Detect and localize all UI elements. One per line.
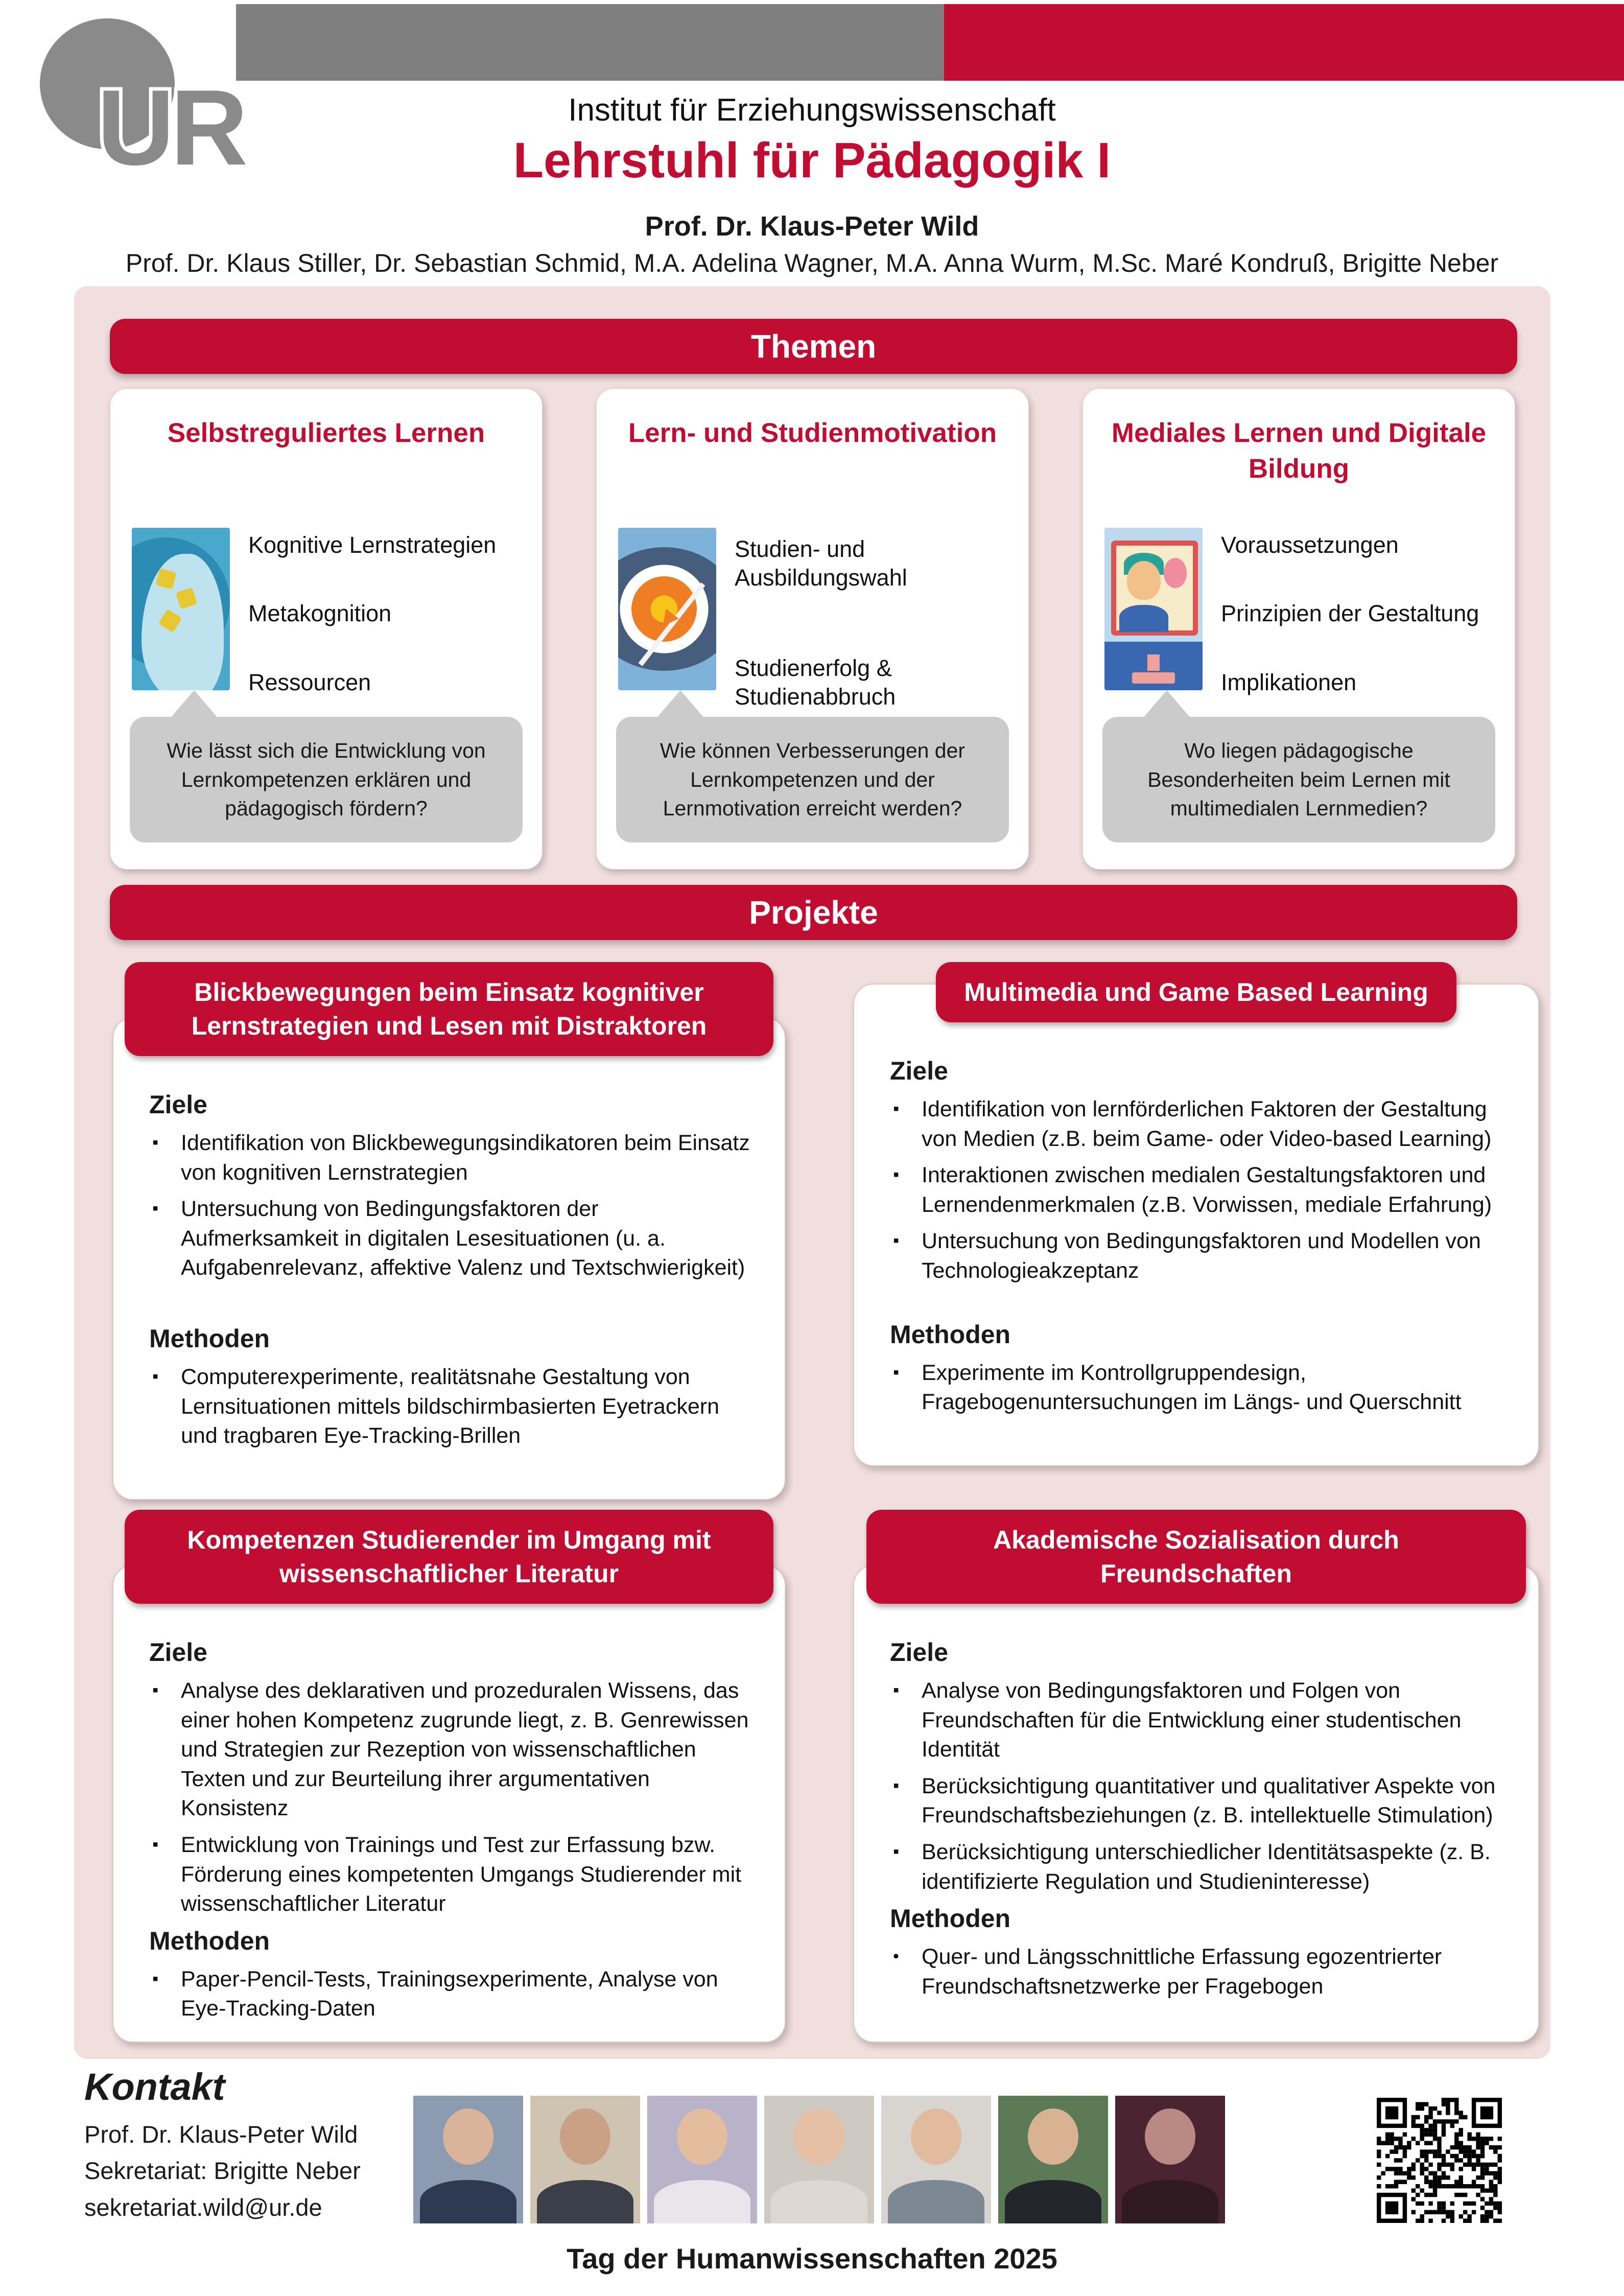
topic-question-bubble bbox=[1102, 717, 1495, 842]
ur-logo-letters: UR bbox=[97, 67, 244, 181]
methoden-heading: Methoden bbox=[890, 1904, 1011, 1933]
professor-name: Prof. Dr. Klaus-Peter Wild bbox=[645, 211, 979, 242]
institute-title: Institut für Erziehungswissenschaft bbox=[568, 92, 1056, 128]
project-title-ribbon: Blickbewegungen beim Einsatz kognitiver Lernstrategien und Lesen mit Distraktoren bbox=[125, 962, 773, 1056]
ziele-list bbox=[890, 1676, 1510, 1904]
list-item: ▪ Interaktionen zwischen medialen Gestaltungsfaktoren und Lernendenmerkmalen (z.B. Vorwissen, mediale Erfahrung) bbox=[893, 1163, 1492, 1217]
list-item: ▪ Identifikation von lernförderlichen Faktoren der Gestaltung von Medien (z.B. beim Game- oder Video-based Learning) bbox=[893, 1097, 1492, 1151]
topic-point: Implikationen bbox=[1221, 669, 1357, 695]
monitor-person-image bbox=[1104, 528, 1203, 690]
topic-title: Lern- und Studienmotivation bbox=[628, 418, 997, 448]
top-bar-gray bbox=[236, 4, 944, 81]
project-kompetenzen-literatur bbox=[112, 1510, 786, 2043]
topic-point: Ressourcen bbox=[248, 669, 371, 695]
project-title-ribbon: Kompetenzen Studierender im Umgang mit wissenschaftlicher Literatur bbox=[125, 1510, 773, 1604]
topic-card-lern-und-studienmotivation bbox=[596, 388, 1029, 870]
methoden-heading: Methoden bbox=[890, 1320, 1011, 1349]
team-photo-strip bbox=[413, 2096, 1225, 2223]
topic-question: Wo liegen pädagogische Besonderheiten beim Lernen mit multimedialen Lernmedien? bbox=[1147, 739, 1450, 821]
ziele-heading: Ziele bbox=[149, 1090, 207, 1119]
project-multimedia-gbl bbox=[853, 962, 1539, 1466]
kontakt-email: sekretariat.wild@ur.de bbox=[84, 2193, 322, 2221]
topic-question: Wie lässt sich die Entwicklung von Lernkompetenzen erklären und pädagogisch fördern? bbox=[167, 739, 486, 821]
topic-point: Studienerfolg & Studienabbruch bbox=[735, 654, 896, 710]
portrait-photo-2 bbox=[530, 2096, 640, 2223]
topic-card-mediales-lernen bbox=[1082, 388, 1515, 870]
methoden-list bbox=[890, 1942, 1510, 2001]
list-item: ▪ Analyse des deklarativen und prozeduralen Wissens, das einer hohen Kompetenz zugrunde liegt, z. B. Genrewissen und Strategien zur Rezeption von wissenschaftlichen Texten und zur Beurteilung ihrer argumentativen Konsistenz bbox=[152, 1678, 749, 1821]
topic-title: Mediales Lernen und Digitale Bildung bbox=[1111, 418, 1487, 484]
portrait-photo-7 bbox=[1115, 2096, 1225, 2223]
portrait-photo-1 bbox=[413, 2096, 523, 2223]
ziele-list bbox=[149, 1129, 757, 1290]
list-item: ▪ Paper-Pencil-Tests, Trainingsexperimente, Analyse von Eye-Tracking-Daten bbox=[152, 1966, 718, 2021]
methoden-list bbox=[890, 1358, 1510, 1417]
topic-question: Wie können Verbesserungen der Lernkompetenzen und der Lernmotivation erreicht werden? bbox=[660, 739, 966, 821]
portrait-photo-4 bbox=[764, 2096, 874, 2223]
methoden-list bbox=[149, 1965, 757, 2024]
kontakt-professor: Prof. Dr. Klaus-Peter Wild bbox=[84, 2121, 358, 2148]
list-item: ▪ Berücksichtigung quantitativer und qualitativer Aspekte von Freundschaftsbeziehungen (z. B. intellektuelle Stimulation) bbox=[893, 1773, 1496, 1828]
topic-point: Kognitive Lernstrategien bbox=[248, 532, 497, 558]
topic-point: Prinzipien der Gestaltung bbox=[1221, 600, 1479, 627]
ziele-heading: Ziele bbox=[890, 1638, 948, 1667]
top-bar-red bbox=[944, 4, 1624, 81]
topic-question-bubble bbox=[130, 717, 523, 842]
ziele-list bbox=[149, 1676, 757, 1926]
list-item: ▪ Entwicklung von Trainings und Test zur Erfassung bzw. Förderung eines kompetenten Umgangs Studierender mit wissenschaftlicher Literatur bbox=[152, 1833, 742, 1916]
project-title-ribbon: Akademische Sozialisation durch Freundschaften bbox=[866, 1510, 1526, 1604]
qr-code-icon bbox=[1377, 2098, 1502, 2223]
list-item: ▪ Analyse von Bedingungsfaktoren und Folgen von Freundschaften für die Entwicklung einer studentischen Identität bbox=[893, 1678, 1462, 1762]
portrait-photo-5 bbox=[881, 2096, 991, 2223]
content-panel bbox=[74, 286, 1550, 2059]
projekte-title: Projekte bbox=[749, 894, 878, 931]
methoden-heading: Methoden bbox=[149, 1926, 270, 1955]
project-akademische-sozialisation bbox=[853, 1510, 1539, 2043]
chair-title: Lehrstuhl für Pädagogik I bbox=[513, 132, 1111, 188]
list-item: ▪ Berücksichtigung unterschiedlicher Identitätsaspekte (z. B. identifizierte Regulation und Studieninteresse) bbox=[893, 1840, 1491, 1894]
list-item: ▪ Untersuchung von Bedingungsfaktoren und Modellen von Technologieakzeptanz bbox=[893, 1229, 1481, 1283]
themen-title: Themen bbox=[750, 328, 877, 365]
topic-point: Voraussetzungen bbox=[1221, 532, 1399, 558]
list-item: • Quer- und Längsschnittliche Erfassung egozentrierter Freundschaftsnetzwerke per Fragebogen bbox=[893, 1944, 1442, 1999]
head-puzzle-image bbox=[132, 528, 230, 690]
footer-event-title: Tag der Humanwissenschaften 2025 bbox=[567, 2242, 1057, 2275]
list-item: ▪ Experimente im Kontrollgruppendesign, Fragebogenuntersuchungen im Längs- und Querschnitt bbox=[893, 1360, 1462, 1415]
portrait-photo-6 bbox=[998, 2096, 1108, 2223]
topic-question-bubble bbox=[616, 717, 1009, 842]
project-title-ribbon: Multimedia und Game Based Learning bbox=[936, 962, 1456, 1022]
kontakt-sekretariat: Sekretariat: Brigitte Neber bbox=[84, 2157, 361, 2185]
list-item: ▪ Identifikation von Blickbewegungsindikatoren beim Einsatz von kognitiven Lernstrategien bbox=[152, 1131, 750, 1185]
list-item: ▪ Untersuchung von Bedingungsfaktoren der Aufmerksamkeit in digitalen Lesesituationen (u. a. Aufgabenrelevanz, affektive Valenz und Textschwierigkeit) bbox=[152, 1197, 745, 1280]
topic-title: Selbstreguliertes Lernen bbox=[167, 418, 485, 448]
kontakt-lines bbox=[84, 2116, 361, 2225]
ziele-heading: Ziele bbox=[890, 1057, 948, 1085]
project-blickbewegungen bbox=[112, 962, 786, 1500]
section-bar-themen bbox=[110, 319, 1517, 374]
team-line: Prof. Dr. Klaus Stiller, Dr. Sebastian Schmid, M.A. Adelina Wagner, M.A. Anna Wurm, M.Sc. Maré Kondruß, Brigitte Neber bbox=[125, 249, 1499, 277]
portrait-photo-3 bbox=[647, 2096, 757, 2223]
topic-card-selbstreguliertes-lernen bbox=[110, 388, 543, 870]
section-bar-projekte bbox=[110, 885, 1517, 940]
kontakt-heading: Kontakt bbox=[84, 2066, 225, 2108]
topic-point: Metakognition bbox=[248, 600, 392, 627]
methoden-list bbox=[149, 1363, 757, 1451]
ziele-heading: Ziele bbox=[149, 1638, 207, 1667]
list-item: ▪ Computerexperimente, realitätsnahe Gestaltung von Lernsituationen mittels bildschirmbasierten Eyetrackern und tragbaren Eye-Tracking-Brillen bbox=[152, 1365, 719, 1448]
topic-point: Studien- und Ausbildungswahl bbox=[735, 536, 907, 591]
target-arrow-image bbox=[618, 528, 716, 690]
methoden-heading: Methoden bbox=[149, 1324, 270, 1353]
ziele-list bbox=[890, 1095, 1510, 1293]
